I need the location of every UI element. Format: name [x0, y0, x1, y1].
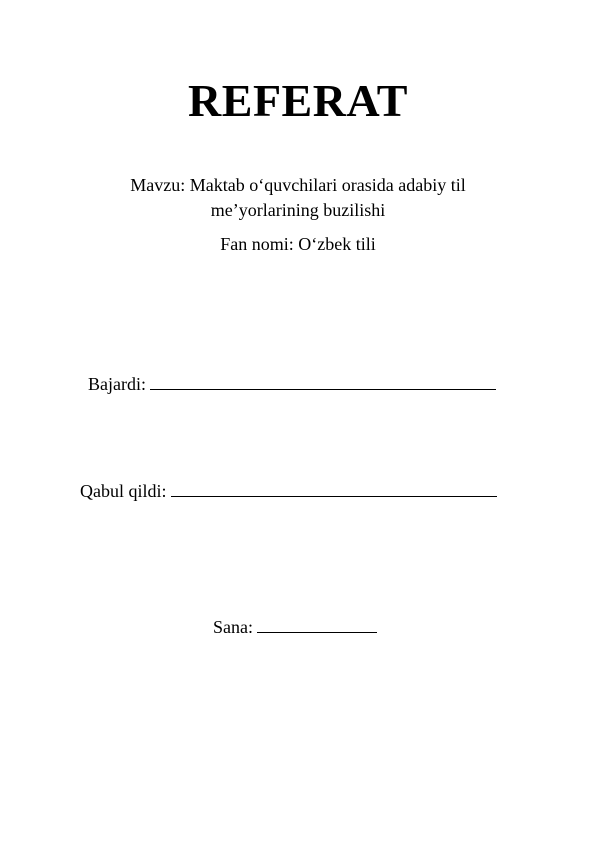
sana-blank-line	[257, 614, 377, 633]
bajardi-field	[88, 371, 496, 397]
bajardi-label: Bajardi:	[88, 374, 146, 394]
qabul-qildi-label: Qabul qildi:	[80, 481, 167, 501]
document-title: REFERAT	[188, 75, 408, 126]
sana-field	[213, 614, 377, 640]
topic-block	[100, 173, 496, 223]
subject-line: Fan nomi: O‘zbek tili	[220, 234, 376, 254]
topic-line-1: Mavzu: Maktab o‘quvchilari orasida adabiy til	[130, 175, 466, 195]
bajardi-blank-line	[150, 371, 496, 390]
qabul-qildi-field	[80, 478, 497, 504]
sana-label: Sana:	[213, 617, 253, 637]
topic-line-2: me’yorlarining buzilishi	[210, 200, 386, 220]
qabul-qildi-blank-line	[171, 478, 497, 497]
